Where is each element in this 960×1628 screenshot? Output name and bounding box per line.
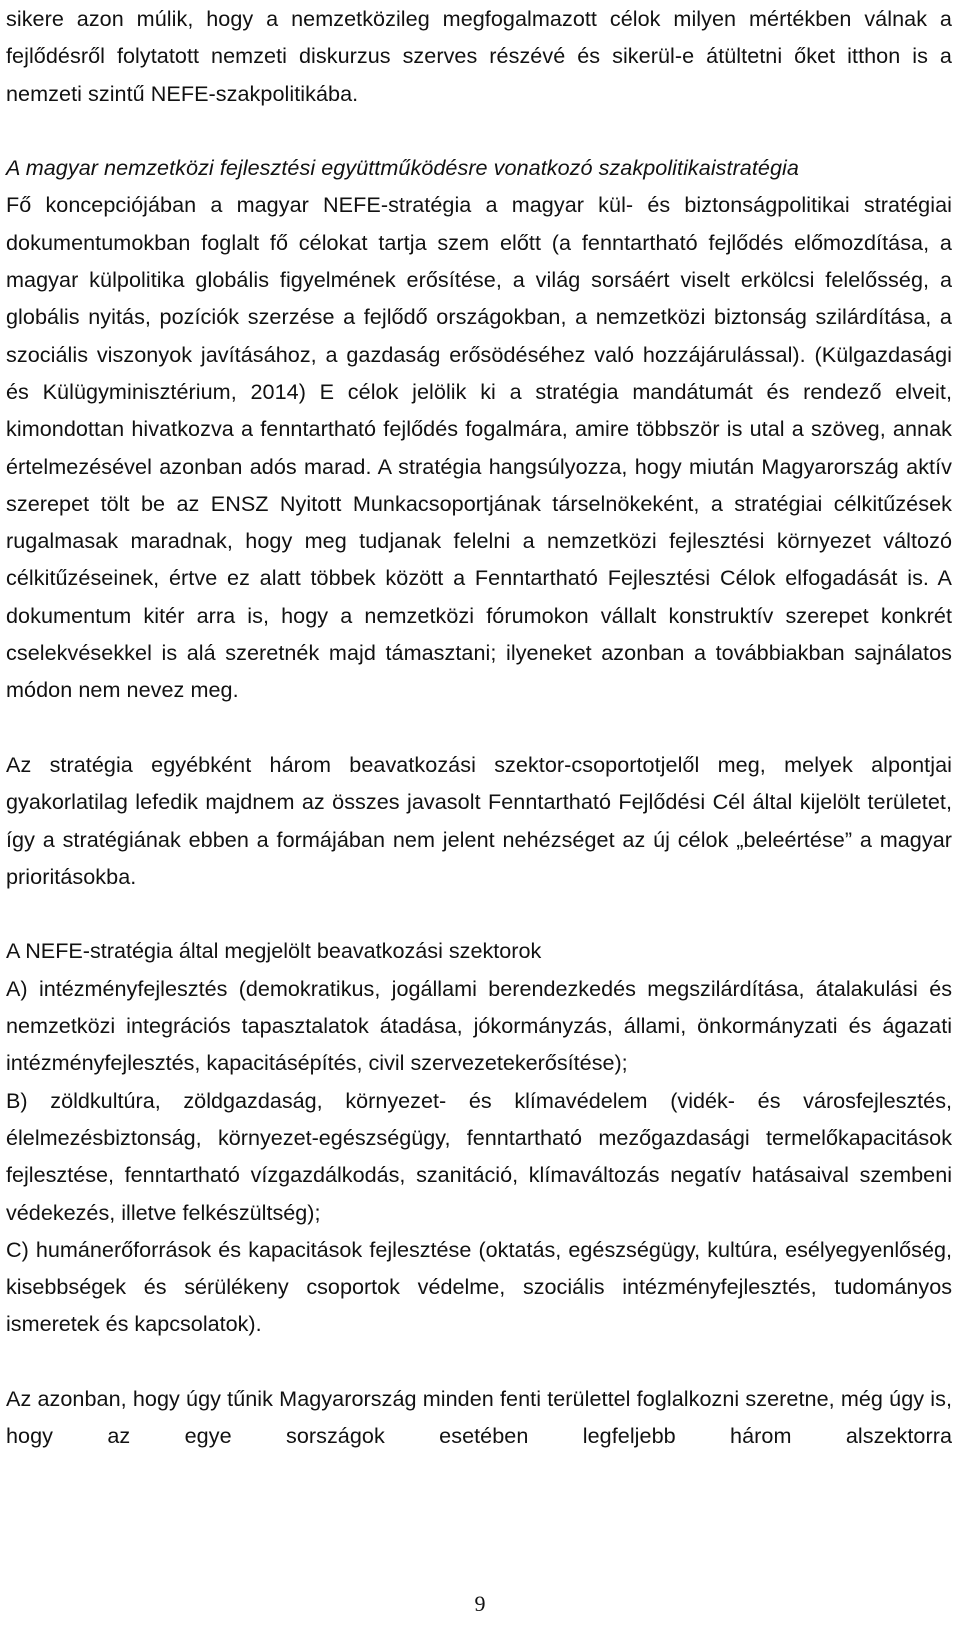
sector-list-item-a: A) intézményfejlesztés (demokratikus, jogállami berendezkedés megszilárdítása, átalakulási és nemzetközi integrációs tapasztalatok átadása, jókormányzás, állami, önkormányzati és ágazati intézményfejlesztés, kapacitásépítés, civil szervezetekerősítése); — [6, 975, 952, 1076]
page-number: 9 — [474, 1591, 486, 1616]
paragraph-gap — [6, 895, 952, 932]
paragraph-closing: Az azonban, hogy úgy tűnik Magyarország minden fenti területtel foglalkozni szeretne, még úgy is, hogy az egye sországok esetében legfeljebb három alszektorra — [6, 1385, 952, 1449]
paragraph-gap — [6, 112, 952, 149]
section-heading-italic: A magyar nemzetközi fejlesztési együttműködésre vonatkozó szakpolitikaistratégia — [6, 155, 799, 181]
paragraph-sectors: Az stratégia egyébként három beavatkozási szektor-csoportotjelől meg, melyek alpontjai gyakorlatilag lefedik majdnem az összes javasolt Fenntartható Fejlődési Cél által kijelölt területet, így a stratégiának ebben a formájában nem jelent nehézséget az új célok „beleértése” a magyar prioritásokba. — [6, 751, 952, 889]
paragraph-gap — [6, 1343, 952, 1380]
paragraph-strategy-body: Fő koncepciójában a magyar NEFE-stratégia a magyar kül- és biztonságpolitikai stratégiai dokumentumokban foglalt fő célokat tartja szem előtt (a fenntartható fejlődés előmozdítása, a magyar külpolitika globális figyelmének erősítése, a világ sorsáért viselt erkölcsi felelősség, a globális nyitás, pozíciók szerzése a fejlődő országokban, a nemzetközi biztonság szilárdítása, a szociális viszonyok javításához, a gazdaság erősödéséhez való hozzájárulással). (Külgazdasági és Külügyminisztérium, 2014) E célok jelölik ki a stratégia mandátumát és rendező elveit, kimondottan hivatkozva a fenntartható fejlődés fogalmára, amire többször is utal a szöveg, annak értelmezésével azonban adós marad. A stratégia hangsúlyozza, hogy miután Magyarország aktív szerepet tölt be az ENSZ Nyitott Munkacsoportjának társelnökeként, a stratégiai célkitűzések rugalmasak maradnak, hogy meg tudjanak felelni a nemzetközi fejlesztési környezet változó célkitűzéseinek, értve ez alatt többek között a Fenntartható Fejlesztési Célok elfogadását is. A dokumentum kitér arra is, hogy a nemzetközi fórumokon vállalt konstruktív szerepet konkrét cselekvésekkel is alá szeretnék majd támasztani; ilyeneket azonban a továbbiakban sajnálatos módon nem nevez meg. — [6, 192, 952, 703]
sector-list-heading: A NEFE-stratégia által megjelölt beavatkozási szektorok — [6, 938, 542, 964]
document-page — [6, 0, 952, 1628]
sector-list-item-c: C) humánerőforrások és kapacitások fejlesztése (oktatás, egészségügy, kultúra, esélyegyenlőség, kisebbségek és sérülékeny csoportok védelme, szociális intézményfejlesztés, tudományos ismeretek és kapcsolatok). — [6, 1236, 952, 1337]
sector-list-item-b: B) zöldkultúra, zöldgazdaság, környezet- és klímavédelem (vidék- és városfejlesztés, élelmezésbiztonság, környezet-egészségügy, fenntartható mezőgazdasági termelőkapacitások fejlesztése, fenntartható vízgazdálkodás, szanitáció, klímaváltozás negatív hatásaival szembeni védekezés, illetve felkészültség); — [6, 1087, 952, 1225]
paragraph-strategy — [6, 149, 952, 708]
paragraph-intro: sikere azon múlik, hogy a nemzetközileg megfogalmazott célok milyen mértékben válnak a fejlődésről folytatott nemzeti diskurzus szerves részévé és sikerül-e átültetni őket itthon is a nemzeti szintű NEFE-szakpolitikába. — [6, 6, 952, 106]
paragraph-gap — [6, 709, 952, 746]
